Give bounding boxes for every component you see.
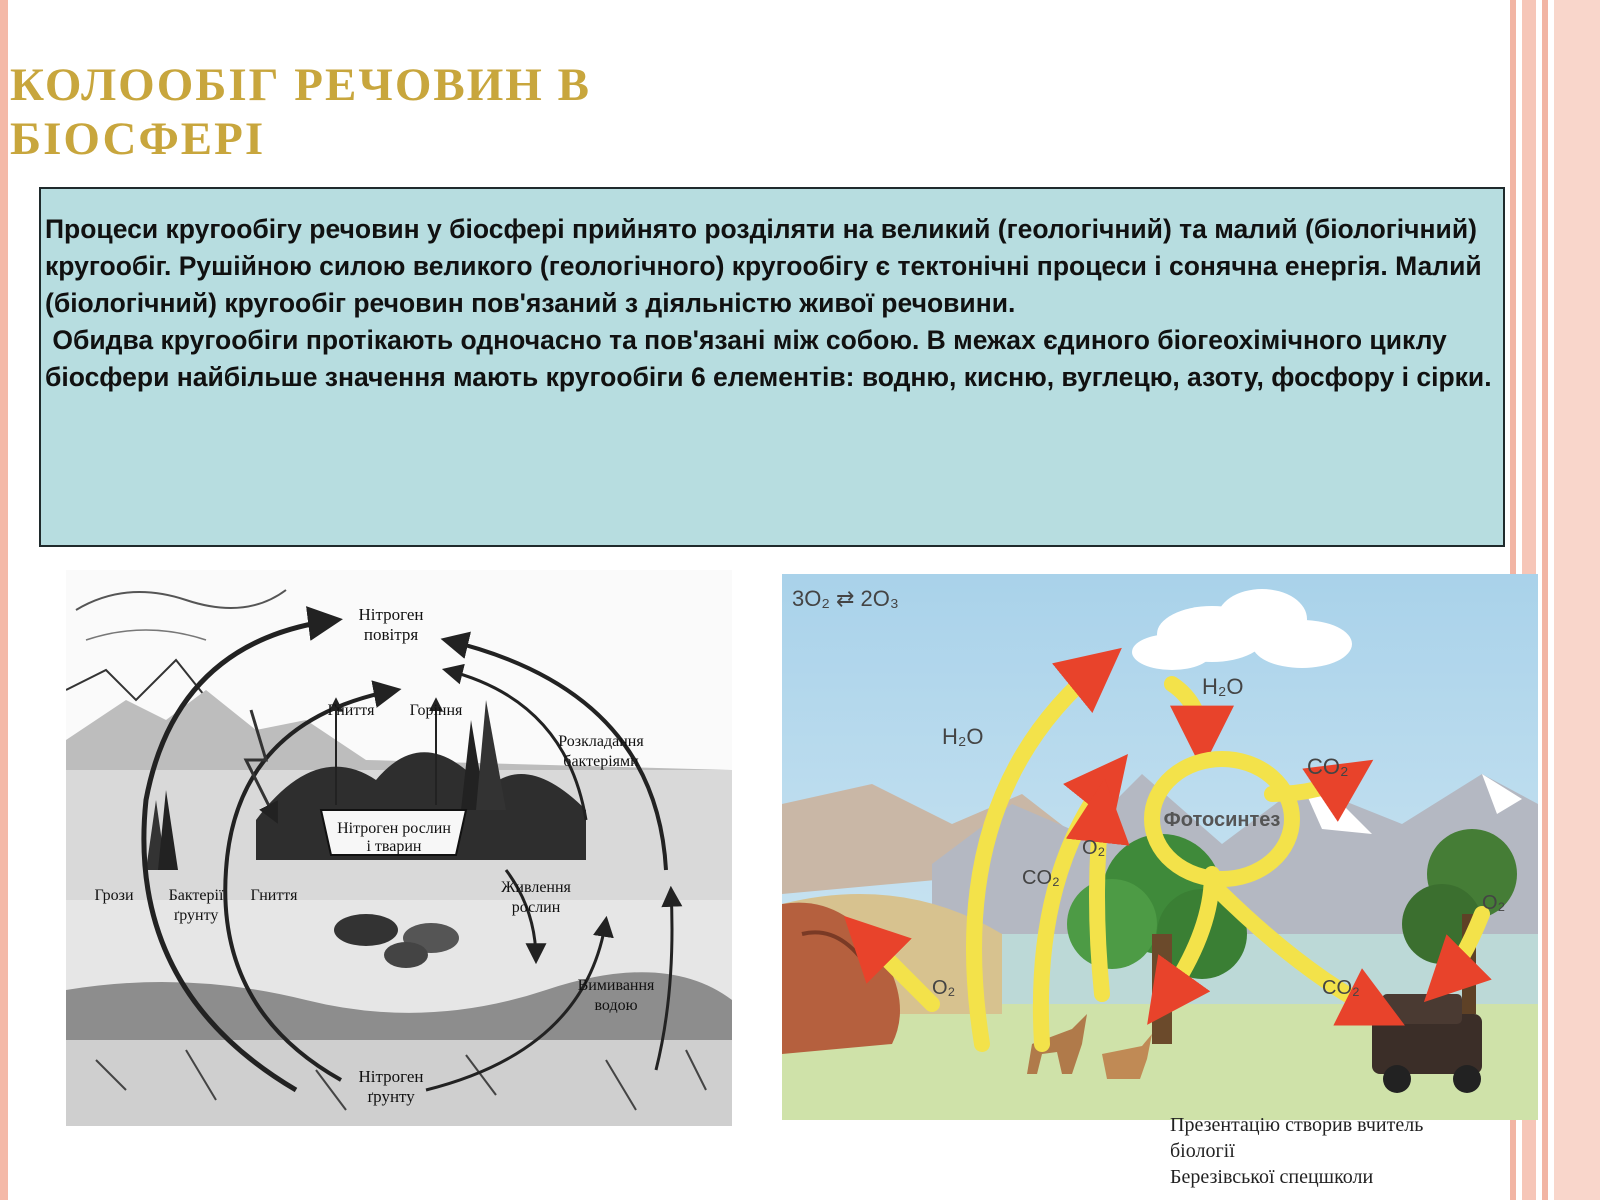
- credit-line: біології: [1170, 1140, 1235, 1162]
- label-decay-top: Гниття: [327, 702, 375, 719]
- label-plant-nutrition-2: рослин: [511, 899, 561, 916]
- label-storms: Грози: [94, 887, 134, 904]
- label-o2-right: O₂: [1482, 892, 1506, 914]
- label-ozone-reaction: 3O₂ ⇄ 2O₃: [792, 586, 899, 611]
- label-h2o-top: H₂O: [1202, 674, 1244, 699]
- label-o2-left: O₂: [932, 977, 956, 999]
- paragraph-cycles: Процеси кругообігу речовин у біосфері прийнято розділяти на великий (геологічний) та малий (біологічний) кругообіг. Рушійною силою великого (геологічного) кругообігу є тектонічні процеси і сонячна енергія. Малий (біологічний) кругообіг речовин пов'язаний з діяльністю живої речовини.: [45, 214, 1482, 318]
- label-co2-right: CO₂: [1307, 754, 1349, 779]
- label-soil-bacteria: Бактерії: [168, 887, 224, 904]
- nitrogen-cycle-diagram: [66, 570, 732, 1126]
- label-burning: Горіння: [409, 702, 463, 719]
- label-soil-bacteria-2: ґрунту: [173, 907, 219, 924]
- label-leaching-2: водою: [594, 997, 638, 1014]
- label-co2-low: CO₂: [1322, 977, 1360, 999]
- photosynthesis-diagram: [782, 574, 1538, 1120]
- credit-line: Березівської спецшколи: [1170, 1166, 1374, 1188]
- label-co2-mid: CO₂: [1022, 867, 1060, 889]
- slide-title: [10, 58, 710, 166]
- text-box: [39, 187, 1505, 547]
- label-decay-bottom: Гниття: [250, 887, 298, 904]
- label-bacteria-decomposition-2: бактеріями: [563, 753, 639, 770]
- author-credit: [1170, 1112, 1510, 1190]
- slide-title-line2: БІОСФЕРІ: [10, 113, 266, 165]
- label-nitrogen-air-2: повітря: [363, 625, 419, 644]
- credit-line: Презентацію створив вчитель: [1170, 1114, 1424, 1136]
- label-plants-animals: Нітроген рослин: [337, 820, 451, 837]
- label-bacteria-decomposition: Розкладання: [558, 733, 644, 750]
- label-plants-animals-2: і тварин: [366, 838, 422, 855]
- label-photosynthesis: Фотосинтез: [1163, 809, 1281, 831]
- slide-title-line1: КОЛООБІГ РЕЧОВИН В: [10, 59, 591, 111]
- label-nitrogen-air: Нітроген: [358, 605, 424, 624]
- label-o2-mid: O₂: [1082, 837, 1106, 859]
- label-nitrogen-soil: Нітроген: [358, 1067, 424, 1086]
- paragraph-elements: Обидва кругообіги протікають одночасно та пов'язані між собою. В межах єдиного біогеохімічного циклу біосфери найбільше значення мають кругообіги 6 елементів: водню, кисню, вуглецю, азоту, фосфору і сірки.: [45, 325, 1492, 392]
- label-plant-nutrition: Живлення: [501, 879, 571, 896]
- left-border-stripe: [0, 0, 8, 1200]
- right-border-stripe: [1542, 0, 1548, 1200]
- right-border-stripe: [1554, 0, 1600, 1200]
- label-leaching: Вимивання: [577, 977, 655, 994]
- label-h2o-left: H₂O: [942, 724, 984, 749]
- label-nitrogen-soil-2: ґрунту: [367, 1087, 415, 1106]
